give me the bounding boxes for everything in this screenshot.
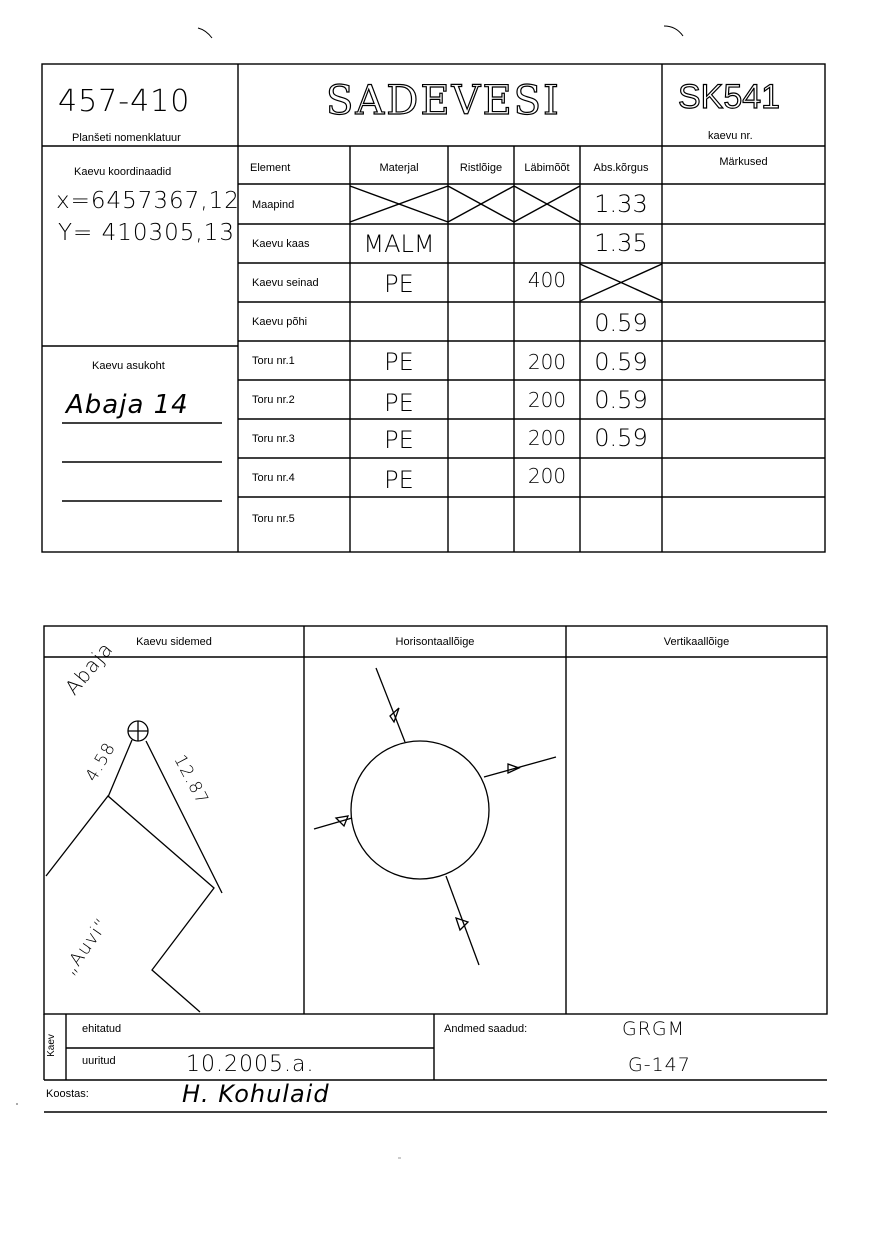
col-header-material: Materjal [379,162,419,174]
col-header-notes: Märkused [719,156,768,168]
row-element: Toru nr.1 [252,355,295,367]
row-abs-height: 1.35 [594,229,648,257]
built-label: ehitatud [82,1023,122,1035]
row-material: PE [384,348,414,376]
col-header-element: Element [250,162,291,174]
well-number: SK541 [678,78,781,116]
author-signature: H. Kohulaid [182,1080,330,1108]
row-material: PE [384,466,414,494]
sketch-quote-label: „Auvi“ [59,914,114,979]
location-value: Abaja 14 [66,390,189,420]
row-element: Kaevu põhi [252,316,308,328]
row-abs-height: 0.59 [594,309,648,337]
col-header-diameter: Läbimõõt [524,162,570,174]
surveyed-value: 10.2005.a. [186,1052,315,1077]
sketch-street-label: Abaja [60,636,118,700]
horizontal-section-drawing [314,668,556,965]
sketch-distance-2: 12.87 [169,751,213,809]
data-source-label: Andmed saadud: [444,1023,528,1035]
well-number-label: kaevu nr. [708,130,753,142]
row-diameter: 200 [527,464,567,488]
row-diameter: 200 [527,388,567,412]
row-material: MALM [363,230,435,258]
section-well-connections-title: Kaevu sidemed [136,636,212,648]
row-element: Maapind [252,199,295,211]
data-source-value-2: G-147 [628,1054,691,1076]
row-element: Kaevu seinad [252,277,319,289]
section-vertical-title: Vertikaallõige [663,636,730,648]
row-diameter: 200 [527,350,567,374]
row-diameter: 400 [527,268,567,292]
row-material: PE [384,389,414,417]
coordinate-x: x=6457367,12 [56,188,240,214]
coordinate-y: Y= 410305,13 [58,220,236,246]
row-abs-height: 0.59 [594,386,648,414]
coordinates-label: Kaevu koordinaadid [74,166,172,178]
row-material: PE [384,426,414,454]
location-label: Kaevu asukoht [92,360,165,372]
data-source-value-1: GRGM [622,1018,686,1040]
col-header-cross-section: Ristlõige [459,162,503,174]
row-material: PE [384,270,414,298]
page-title: SADEVESI [326,78,561,124]
sheet-label: Planšeti nomenklatuur [72,132,181,144]
col-header-abs-height: Abs.kõrgus [593,162,649,174]
row-abs-height: 1.33 [594,190,648,218]
sketch-distance-1: 4.58 [81,738,121,786]
row-element: Toru nr.4 [252,472,295,484]
author-label: Koostas: [46,1088,89,1100]
row-abs-height: 0.59 [594,348,648,376]
row-element: Toru nr.3 [252,433,295,445]
footer-side-label: Kaev [45,1034,57,1057]
sheet-number: 457-410 [58,84,191,119]
section-horizontal-title: Horisontaallõige [395,636,475,648]
row-abs-height: 0.59 [594,424,648,452]
surveyed-label: uuritud [82,1055,116,1067]
row-element: Toru nr.5 [252,513,295,525]
row-element: Toru nr.2 [252,394,295,406]
row-element: Kaevu kaas [252,238,310,250]
row-diameter: 200 [527,426,567,450]
